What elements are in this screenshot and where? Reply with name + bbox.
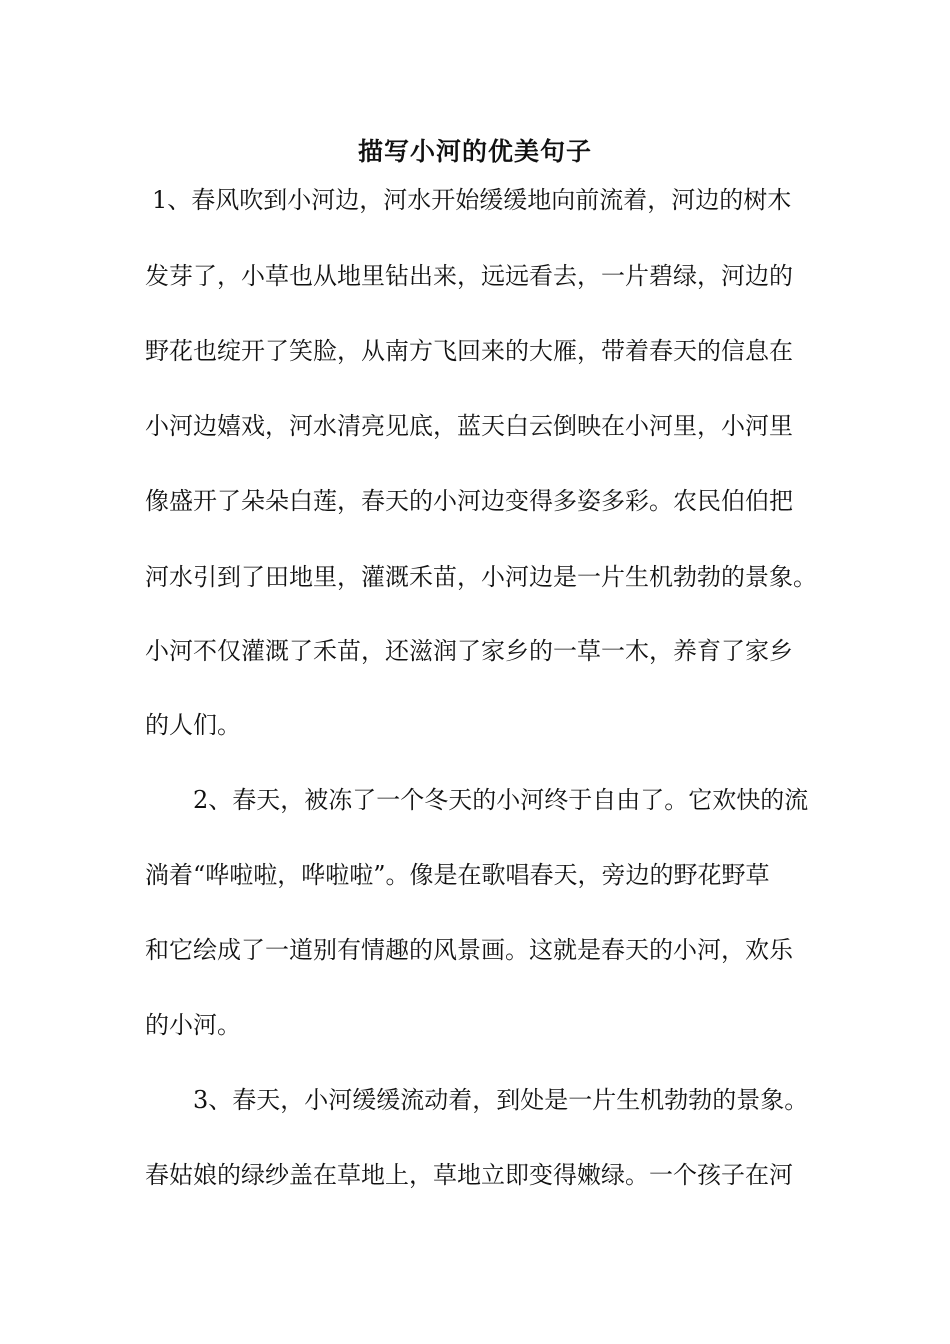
paragraph-line: 和它绘成了一道别有情趣的风景画。这就是春天的小河，欢乐 (145, 936, 793, 964)
paragraph-line: 2、春天，被冻了一个冬天的小河终于自由了。它欢快的流 (193, 786, 809, 814)
paragraph-line: 1、春风吹到小河边，河水开始缓缓地向前流着，河边的树木 (152, 186, 792, 214)
paragraph-line: 发芽了，小草也从地里钻出来，远远看去，一片碧绿，河边的 (145, 262, 793, 290)
paragraph-line: 像盛开了朵朵白莲，春天的小河边变得多姿多彩。农民伯伯把 (145, 487, 793, 515)
paragraph-line: 淌着“哗啦啦，哗啦啦”。像是在歌唱春天，旁边的野花野草 (145, 861, 770, 889)
paragraph-line: 野花也绽开了笑脸，从南方飞回来的大雁，带着春天的信息在 (145, 337, 793, 365)
paragraph-line: 河水引到了田地里，灌溉禾苗，小河边是一片生机勃勃的景象。 (145, 563, 817, 591)
page-title: 描写小河的优美句子 (357, 137, 592, 166)
paragraph-line: 3、春天，小河缓缓流动着，到处是一片生机勃勃的景象。 (193, 1086, 809, 1114)
paragraph-line: 春姑娘的绿纱盖在草地上，草地立即变得嫩绿。一个孩子在河 (145, 1161, 793, 1189)
paragraph-line: 小河边嬉戏，河水清亮见底，蓝天白云倒映在小河里，小河里 (145, 412, 793, 440)
paragraph-line: 的人们。 (145, 711, 241, 739)
paragraph-line: 的小河。 (145, 1011, 241, 1039)
paragraph-line: 小河不仅灌溉了禾苗，还滋润了家乡的一草一木，养育了家乡 (145, 637, 793, 665)
